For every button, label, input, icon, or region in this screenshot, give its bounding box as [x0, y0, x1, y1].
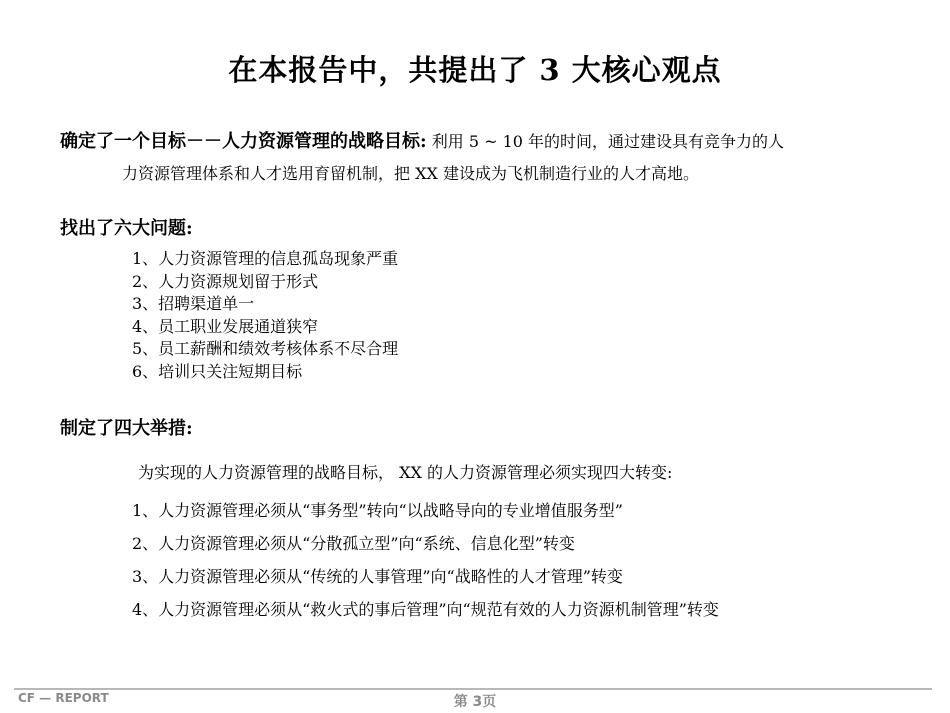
problem-item: 6、培训只关注短期目标 — [132, 361, 303, 381]
problem-item: 3、招聘渠道单一 — [132, 294, 255, 313]
problem-item: 5、员工薪酬和绩效考核体系不尽合理 — [132, 339, 399, 358]
page-title: 在本报告中，共提出了 3 大核心观点 — [228, 53, 722, 87]
measures-intro: 为实现的人力资源管理的战略目标， XX 的人力资源管理必须实现四大转变: — [138, 463, 673, 482]
footer-report-label: CF — REPORT — [18, 691, 109, 705]
measures-list — [132, 494, 719, 626]
page-number: 第 3页 — [453, 694, 497, 710]
measure-item: 4、人力资源管理必须从“救火式的事后管理”向“规范有效的人力资源机制管理”转变 — [132, 600, 719, 619]
goal-section — [60, 126, 910, 190]
problems-heading: 找出了六大问题: — [60, 218, 193, 239]
measures-heading: 制定了四大举措: — [60, 418, 193, 439]
footer-divider — [14, 688, 932, 690]
measure-item: 3、人力资源管理必须从“传统的人事管理”向“战略性的人才管理”转变 — [132, 567, 623, 586]
measure-item: 1、人力资源管理必须从“事务型”转向“以战略导向的专业增值服务型” — [132, 501, 623, 520]
goal-heading: 确定了一个目标－－人力资源管理的战略目标: — [60, 131, 427, 152]
problem-item: 4、员工职业发展通道狭窄 — [132, 316, 319, 336]
goal-text-line1: 利用 5 ~ 10 年的时间，通过建设具有竞争力的人 — [431, 132, 785, 151]
problems-list — [132, 248, 398, 383]
measure-item: 2、人力资源管理必须从“分散孤立型”向“系统、信息化型”转变 — [132, 534, 575, 553]
goal-text-line2: 力资源管理体系和人才选用育留机制，把 XX 建设成为飞机制造行业的人才高地。 — [122, 164, 699, 183]
problem-item: 1、人力资源管理的信息孤岛现象严重 — [132, 249, 399, 268]
problem-item: 2、人力资源规划留于形式 — [132, 271, 319, 291]
